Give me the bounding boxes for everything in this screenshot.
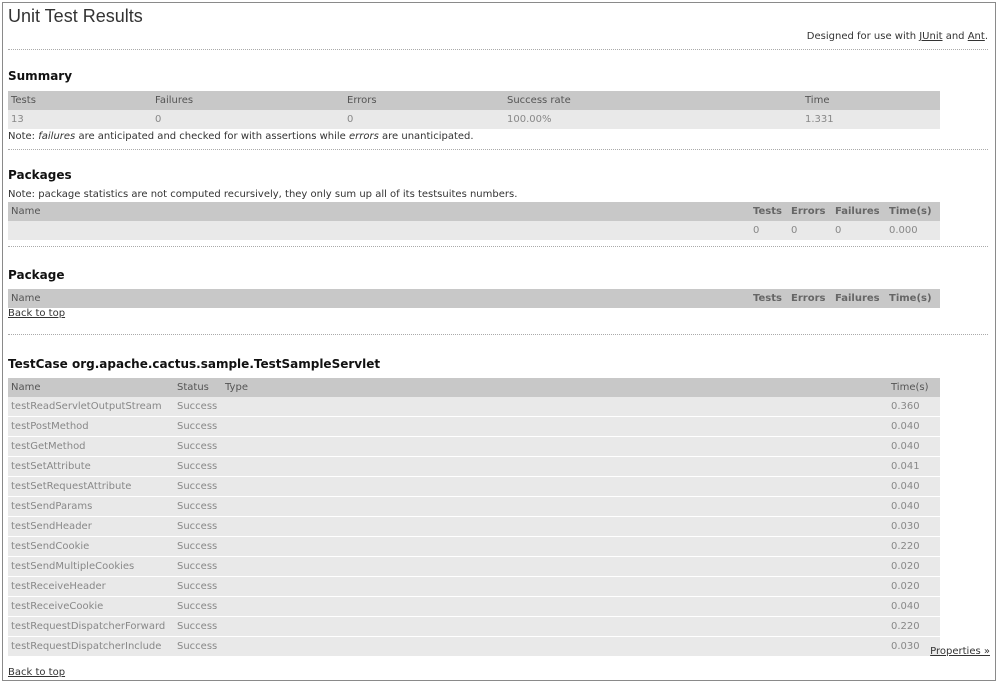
test-time: 0.020 <box>888 557 940 577</box>
table-row <box>8 597 940 617</box>
packages-name <box>8 221 750 240</box>
package-heading: Package <box>8 268 65 282</box>
test-status: Success <box>174 577 222 597</box>
testcase-heading: TestCase org.apache.cactus.sample.TestSampleServlet <box>8 357 381 371</box>
table-row <box>8 477 940 497</box>
table-row <box>8 497 940 517</box>
summary-tests: 13 <box>8 110 152 129</box>
test-status: Success <box>174 537 222 557</box>
test-type <box>222 477 888 497</box>
packages-heading: Packages <box>8 168 72 182</box>
test-status: Success <box>174 437 222 457</box>
test-status: Success <box>174 397 222 417</box>
test-time: 0.040 <box>888 497 940 517</box>
designed-mid: and <box>942 31 968 42</box>
package-header-tests: Tests <box>750 289 788 308</box>
package-header-name: Name <box>8 289 750 308</box>
packages-table <box>8 202 940 240</box>
divider <box>8 246 988 247</box>
packages-header-time: Time(s) <box>886 202 940 221</box>
test-status: Success <box>174 637 222 657</box>
test-type <box>222 417 888 437</box>
note-failures: failures <box>38 131 76 142</box>
test-time: 0.220 <box>888 617 940 637</box>
properties-link[interactable]: Properties » <box>930 646 990 657</box>
testcase-header-name: Name <box>8 378 174 397</box>
summary-header-time: Time <box>802 91 940 110</box>
back-to-top-link[interactable]: Back to top <box>8 667 66 678</box>
test-time: 0.220 <box>888 537 940 557</box>
test-time: 0.040 <box>888 597 940 617</box>
junit-link[interactable]: JUnit <box>919 31 943 42</box>
test-name: testSendCookie <box>8 537 174 557</box>
test-name: testRequestDispatcherForward <box>8 617 174 637</box>
test-name: testReadServletOutputStream <box>8 397 174 417</box>
packages-header-failures: Failures <box>832 202 886 221</box>
divider <box>8 149 988 150</box>
test-name: testPostMethod <box>8 417 174 437</box>
summary-note <box>8 131 474 142</box>
summary-success-rate: 100.00% <box>504 110 802 129</box>
designed-suffix: . <box>984 31 988 42</box>
test-type <box>222 457 888 477</box>
packages-note: Note: package statistics are not computed recursively, they only sum up all of its testsuites numbers. <box>8 189 518 200</box>
page-title: Unit Test Results <box>8 6 143 26</box>
table-row <box>8 437 940 457</box>
test-type <box>222 617 888 637</box>
test-name: testSetRequestAttribute <box>8 477 174 497</box>
packages-time: 0.000 <box>886 221 940 240</box>
test-name: testSendHeader <box>8 517 174 537</box>
back-to-top-link[interactable]: Back to top <box>8 308 66 319</box>
packages-header-tests: Tests <box>750 202 788 221</box>
test-status: Success <box>174 457 222 477</box>
table-row <box>8 577 940 597</box>
summary-header-success-rate: Success rate <box>504 91 802 110</box>
test-type <box>222 577 888 597</box>
test-time: 0.040 <box>888 417 940 437</box>
summary-header-failures: Failures <box>152 91 344 110</box>
test-time: 0.360 <box>888 397 940 417</box>
test-type <box>222 597 888 617</box>
test-time: 0.041 <box>888 457 940 477</box>
note-suffix: are unanticipated. <box>378 131 474 142</box>
table-row <box>8 557 940 577</box>
package-table <box>8 289 940 308</box>
test-name: testReceiveHeader <box>8 577 174 597</box>
table-row <box>8 517 940 537</box>
table-row <box>8 397 940 417</box>
testcase-header-status: Status <box>174 378 222 397</box>
table-row <box>8 617 940 637</box>
summary-heading: Summary <box>8 69 73 83</box>
summary-failures: 0 <box>152 110 344 129</box>
test-status: Success <box>174 417 222 437</box>
ant-link[interactable]: Ant <box>967 31 985 42</box>
packages-errors: 0 <box>788 221 832 240</box>
test-status: Success <box>174 497 222 517</box>
test-type <box>222 497 888 517</box>
summary-header-tests: Tests <box>8 91 152 110</box>
test-status: Success <box>174 597 222 617</box>
package-header-failures: Failures <box>832 289 886 308</box>
package-header-time: Time(s) <box>886 289 940 308</box>
packages-tests: 0 <box>750 221 788 240</box>
summary-time: 1.331 <box>802 110 940 129</box>
test-status: Success <box>174 557 222 577</box>
testcase-header-time: Time(s) <box>888 378 940 397</box>
table-row <box>8 637 940 657</box>
summary-table <box>8 91 940 129</box>
test-name: testGetMethod <box>8 437 174 457</box>
packages-failures: 0 <box>832 221 886 240</box>
packages-header-name: Name <box>8 202 750 221</box>
table-row <box>8 417 940 437</box>
test-time: 0.040 <box>888 437 940 457</box>
test-time: 0.030 <box>888 517 940 537</box>
testcase-header-type: Type <box>222 378 888 397</box>
test-time: 0.030 <box>888 637 940 657</box>
summary-errors: 0 <box>344 110 504 129</box>
divider <box>8 49 988 50</box>
note-prefix: Note: <box>8 131 39 142</box>
test-name: testSendMultipleCookies <box>8 557 174 577</box>
designed-for-note <box>807 31 988 42</box>
testcase-table <box>8 378 940 657</box>
test-status: Success <box>174 517 222 537</box>
test-type <box>222 397 888 417</box>
packages-header-errors: Errors <box>788 202 832 221</box>
table-row <box>8 457 940 477</box>
test-type <box>222 637 888 657</box>
divider <box>8 334 988 335</box>
package-header-errors: Errors <box>788 289 832 308</box>
test-type <box>222 517 888 537</box>
designed-prefix: Designed for use with <box>806 31 920 42</box>
note-mid: are anticipated and checked for with assertions while <box>75 131 349 142</box>
test-time: 0.020 <box>888 577 940 597</box>
test-name: testRequestDispatcherInclude <box>8 637 174 657</box>
table-row <box>8 537 940 557</box>
test-type <box>222 437 888 457</box>
test-name: testSendParams <box>8 497 174 517</box>
summary-header-errors: Errors <box>344 91 504 110</box>
test-status: Success <box>174 617 222 637</box>
test-type <box>222 537 888 557</box>
note-errors: errors <box>349 131 379 142</box>
test-name: testReceiveCookie <box>8 597 174 617</box>
test-name: testSetAttribute <box>8 457 174 477</box>
test-status: Success <box>174 477 222 497</box>
test-time: 0.040 <box>888 477 940 497</box>
test-type <box>222 557 888 577</box>
